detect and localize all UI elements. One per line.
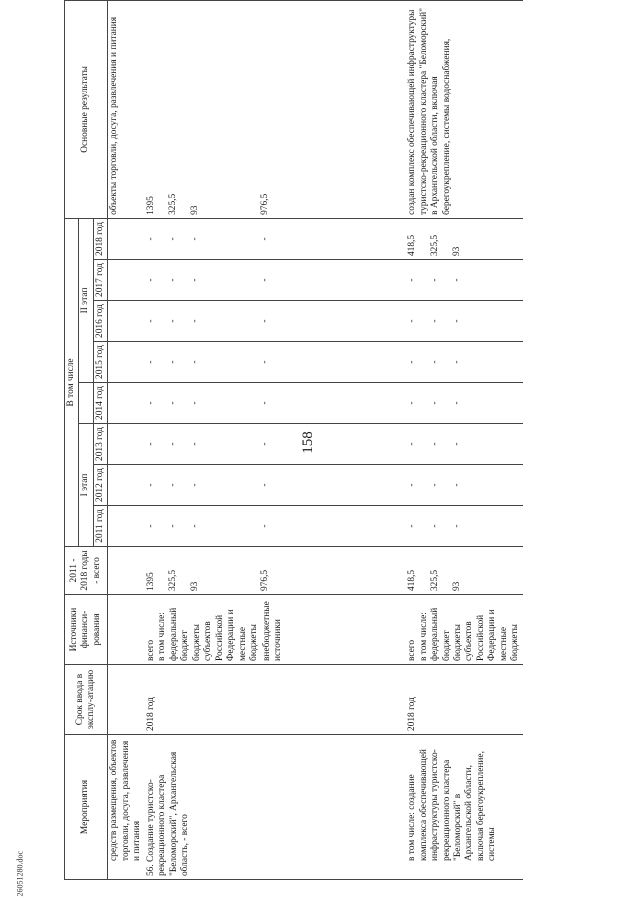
sub-measure: в том числе: создание комплекса обеспечивающей инфраструктуры туристско-рекреационного кластера "Беломорский" в Архангельской области, включая берегоукрепление, системы (399, 735, 523, 880)
sub-year: 2018 год (399, 665, 523, 735)
header-year-2018: 2018 год (93, 218, 107, 259)
dash: - (190, 360, 201, 364)
value: 325,5 (429, 569, 440, 591)
dash: - (260, 483, 271, 487)
dash: - (451, 401, 462, 405)
header-year-2014: 2014 год (93, 383, 107, 424)
dash: - (407, 319, 418, 323)
dash: - (145, 319, 156, 323)
value: 325,5 (168, 569, 179, 591)
dash: - (451, 319, 462, 323)
dash: - (407, 401, 418, 405)
header-results: Основные результаты (65, 0, 108, 218)
dash: - (145, 401, 156, 405)
value: 93 (190, 581, 201, 591)
dash-col (399, 424, 523, 465)
header-sources: Источники финанси-рования (65, 595, 108, 665)
dash: - (190, 524, 201, 528)
document-footer: 26051280.doc (15, 850, 25, 897)
header-stage-1: I этап (79, 424, 93, 547)
dash: - (145, 278, 156, 282)
dash: - (429, 442, 440, 446)
dash: - (168, 442, 179, 446)
dash-col (399, 506, 523, 547)
header-measures: Мероприятия (65, 735, 108, 880)
item56-totals (145, 547, 399, 595)
dash: - (451, 360, 462, 364)
dash-col (399, 383, 523, 424)
sub-sources (399, 595, 523, 665)
dash: - (190, 442, 201, 446)
dash: - (407, 360, 418, 364)
source-line: федеральный бюджет (430, 607, 452, 661)
source-line: федеральный бюджет (168, 607, 191, 661)
table-row-sub (399, 0, 523, 879)
value (157, 550, 168, 591)
carry-measure: средств размещения, объектов торговли, досуга, развлечения и питания (108, 735, 145, 880)
dash: - (407, 524, 418, 528)
value: 418,5 (407, 569, 418, 591)
value: 93 (451, 246, 462, 256)
header-commissioning: Срок ввода в эксплу-атацию (65, 665, 108, 735)
dash-col (145, 383, 399, 424)
dash-col (145, 424, 399, 465)
dash: - (145, 237, 156, 241)
dash: - (190, 401, 201, 405)
dash: - (260, 360, 271, 364)
carry-result: объекты торговли, досуга, развлечения и питания (108, 0, 145, 218)
dash-col (399, 260, 523, 301)
dash: - (407, 442, 418, 446)
dash: - (168, 237, 179, 241)
dash: - (429, 360, 440, 364)
dash: - (260, 278, 271, 282)
header-total: 2011 - 2018 годы - всего (65, 547, 108, 595)
value: 93 (451, 581, 462, 591)
value: 325,5 (429, 234, 440, 256)
value (157, 4, 168, 215)
sub-totals (399, 547, 523, 595)
header-year-2015: 2015 год (93, 342, 107, 383)
table-row-carry (108, 0, 145, 879)
item56-measure-cell (145, 735, 399, 880)
dash: - (451, 483, 462, 487)
value: 976,5 (260, 569, 271, 591)
dash: - (260, 442, 271, 446)
header-gap (79, 383, 93, 424)
item56-number: 56. (145, 864, 156, 876)
dash: - (451, 524, 462, 528)
sub-result: создан комплекс обеспечивающей инфраструктуры туристско-рекреационного кластера "Беломорский" в Архангельской области, включая берегоукрепление, системы водоснабжения, (399, 0, 523, 218)
dash: - (168, 319, 179, 323)
table-row-56 (145, 0, 399, 879)
dash-col (145, 465, 399, 506)
dash: - (190, 483, 201, 487)
header-year-2017: 2017 год (93, 260, 107, 301)
source-line: всего (407, 639, 418, 661)
value: 976,5 (260, 193, 271, 215)
dash: - (407, 278, 418, 282)
source-line: бюджеты субъектов Российской Федерации и местные бюджеты (191, 609, 260, 661)
header-year-2013: 2013 год (93, 424, 107, 465)
dash-col (145, 506, 399, 547)
source-line: всего (145, 639, 156, 661)
dash: - (145, 524, 156, 528)
value: 1395 (145, 196, 156, 215)
dash-col (145, 342, 399, 383)
value: 93 (190, 205, 201, 215)
dash: - (168, 401, 179, 405)
dash-col (399, 342, 523, 383)
header-year-2016: 2016 год (93, 301, 107, 342)
dash: - (260, 319, 271, 323)
page-number: 158 (299, 431, 316, 454)
value (419, 222, 430, 256)
dash: - (168, 278, 179, 282)
header-year-2011: 2011 год (93, 506, 107, 547)
dash: - (190, 278, 201, 282)
dash: - (429, 278, 440, 282)
value (419, 550, 430, 591)
dash: - (260, 237, 271, 241)
dash-col (145, 260, 399, 301)
dash: - (429, 483, 440, 487)
value: 325,5 (168, 193, 179, 215)
item56-2018 (145, 0, 399, 218)
item56-measure: Создание туристско-рекреационного кластера "Беломорский", Архангельская область, - всего (145, 751, 191, 876)
dash: - (429, 401, 440, 405)
source-line: внебюджетные источники (261, 601, 284, 661)
dash: - (429, 319, 440, 323)
dash: - (190, 319, 201, 323)
dash-col (145, 218, 399, 259)
source-line: в том числе: (157, 612, 168, 661)
header-in-that-number: В том числе (65, 218, 79, 546)
source-line: в том числе: (418, 612, 429, 661)
program-table (64, 0, 523, 880)
dash: - (451, 442, 462, 446)
value: 418,5 (407, 234, 418, 256)
item56-year: 2018 год (145, 665, 399, 735)
dash-col (399, 301, 523, 342)
dash: - (145, 442, 156, 446)
dash: - (168, 483, 179, 487)
dash-col (145, 301, 399, 342)
item56-sources (145, 595, 399, 665)
dash: - (451, 278, 462, 282)
dash: - (145, 360, 156, 364)
dash: - (168, 360, 179, 364)
rotated-table-area (64, 8, 624, 880)
sub-2018 (399, 218, 523, 259)
dash: - (407, 483, 418, 487)
dash: - (260, 401, 271, 405)
source-line: бюджеты субъектов Российской Федерации и местные бюджеты (453, 609, 521, 661)
dash: - (260, 524, 271, 528)
dash: - (145, 483, 156, 487)
dash: - (429, 524, 440, 528)
value: 1395 (145, 572, 156, 591)
dash-col (399, 465, 523, 506)
dash: - (190, 237, 201, 241)
header-year-2012: 2012 год (93, 465, 107, 506)
dash: - (168, 524, 179, 528)
header-stage-2: II этап (79, 218, 93, 382)
